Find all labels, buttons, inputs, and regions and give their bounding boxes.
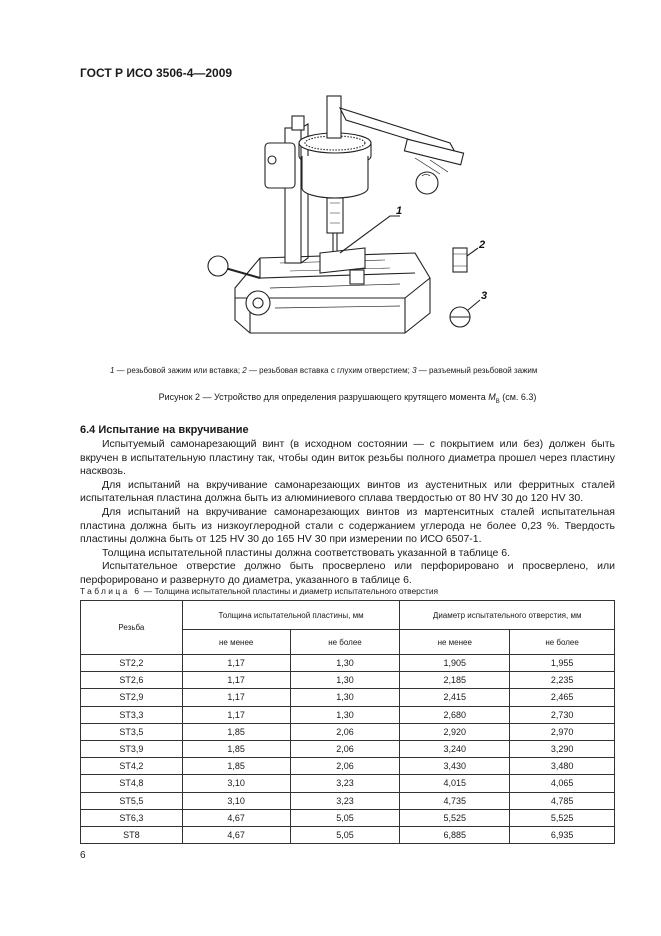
table-row <box>81 672 615 689</box>
table-row <box>81 809 615 826</box>
cell-diameter-max: 3,480 <box>510 758 615 775</box>
legend-text-3: — разъемный резьбовой зажим <box>416 366 538 375</box>
figure-callout-3: 3 <box>481 290 488 302</box>
cell-thickness-min: 1,17 <box>182 689 290 706</box>
cell-thickness-max: 2,06 <box>290 740 400 757</box>
legend-num-2: 2 <box>242 366 247 375</box>
legend-num-3: 3 <box>412 366 417 375</box>
cell-diameter-max: 1,955 <box>510 655 615 672</box>
cell-thread: ST4,2 <box>81 758 183 775</box>
cell-diameter-min: 3,240 <box>400 740 510 757</box>
table-row <box>81 758 615 775</box>
cell-diameter-max: 3,290 <box>510 740 615 757</box>
table-caption <box>80 586 438 596</box>
cell-diameter-max: 2,235 <box>510 672 615 689</box>
cell-thread: ST4,8 <box>81 775 183 792</box>
table-row <box>81 655 615 672</box>
table-row <box>81 792 615 809</box>
cell-thickness-min: 4,67 <box>182 826 290 843</box>
figure-callout-2: 2 <box>479 239 486 251</box>
cell-diameter-max: 2,970 <box>510 723 615 740</box>
cell-thickness-min: 3,10 <box>182 792 290 809</box>
cell-diameter-min: 2,680 <box>400 706 510 723</box>
cell-diameter-max: 2,465 <box>510 689 615 706</box>
figure-caption-prefix: Рисунок 2 — Устройство для определения разрушающего крутящего момента <box>158 392 489 402</box>
cell-thickness-max: 1,30 <box>290 672 400 689</box>
cell-diameter-min: 2,920 <box>400 723 510 740</box>
cell-thread: ST3,5 <box>81 723 183 740</box>
cell-thickness-min: 1,85 <box>182 740 290 757</box>
cell-diameter-max: 4,785 <box>510 792 615 809</box>
col-header-thickness-min: не менее <box>182 630 290 655</box>
legend-num-1: 1 <box>110 366 115 375</box>
table-row <box>81 775 615 792</box>
cell-diameter-min: 6,885 <box>400 826 510 843</box>
cell-thickness-max: 3,23 <box>290 792 400 809</box>
body-text <box>80 438 615 588</box>
cell-thickness-max: 2,06 <box>290 758 400 775</box>
cell-diameter-max: 2,730 <box>510 706 615 723</box>
cell-thickness-max: 1,30 <box>290 689 400 706</box>
table-row <box>81 706 615 723</box>
cell-thickness-min: 1,17 <box>182 706 290 723</box>
table-row <box>81 723 615 740</box>
cell-diameter-min: 2,185 <box>400 672 510 689</box>
cell-thickness-min: 1,17 <box>182 655 290 672</box>
col-group-diameter: Диаметр испытательного отверстия, мм <box>400 601 615 630</box>
cell-diameter-max: 5,525 <box>510 809 615 826</box>
legend-text-1: — резьбовой зажим или вставка; <box>114 366 243 375</box>
col-header-diameter-min: не менее <box>400 630 510 655</box>
cell-diameter-min: 4,735 <box>400 792 510 809</box>
table-row <box>81 740 615 757</box>
figure-caption <box>80 392 615 405</box>
figure-caption-suffix: (см. 6.3) <box>499 392 537 402</box>
cell-thread: ST2,6 <box>81 672 183 689</box>
cell-diameter-min: 3,430 <box>400 758 510 775</box>
cell-thickness-max: 3,23 <box>290 775 400 792</box>
cell-thread: ST6,3 <box>81 809 183 826</box>
cell-thickness-max: 2,06 <box>290 723 400 740</box>
cell-thickness-max: 5,05 <box>290 809 400 826</box>
paragraph-1: Испытуемый самонарезающий винт (в исходном состоянии — с покрытием или без) должен быть вкручен в испытательную пластину так, чтобы один виток резьбы полного диаметра прошел через пластину насквозь. <box>80 438 615 478</box>
table-caption-text: — Толщина испытательной пластины и диаметр испытательного отверстия <box>141 586 439 596</box>
cell-thickness-max: 5,05 <box>290 826 400 843</box>
paragraph-4: Толщина испытательной пластины должна соответствовать указанной в таблице 6. <box>102 546 511 559</box>
table-body <box>81 655 615 844</box>
cell-thickness-min: 4,67 <box>182 809 290 826</box>
col-header-thickness-max: не более <box>290 630 400 655</box>
cell-diameter-min: 4,015 <box>400 775 510 792</box>
page-number: 6 <box>80 850 86 861</box>
cell-thickness-min: 1,85 <box>182 723 290 740</box>
torque-test-device-drawing <box>200 88 510 356</box>
cell-thickness-max: 1,30 <box>290 706 400 723</box>
legend-text-2: — резьбовая вставка с глухим отверстием; <box>246 366 413 375</box>
thickness-diameter-table <box>80 600 615 844</box>
cell-thread: ST8 <box>81 826 183 843</box>
cell-diameter-min: 5,525 <box>400 809 510 826</box>
table-caption-label: Таблица 6 <box>80 586 142 596</box>
paragraph-5: Испытательное отверстие должно быть просверлено или перфорировано и просверлено, или перфорировано и развернуто до диаметра, указанного в таблице 6. <box>80 560 615 586</box>
cell-thickness-min: 3,10 <box>182 775 290 792</box>
cell-thread: ST3,9 <box>81 740 183 757</box>
figure-caption-subscript: B <box>495 398 500 405</box>
cell-diameter-min: 2,415 <box>400 689 510 706</box>
figure-caption-symbol: M <box>488 392 496 402</box>
document-header: ГОСТ Р ИСО 3506-4—2009 <box>80 66 233 80</box>
cell-diameter-max: 6,935 <box>510 826 615 843</box>
cell-diameter-max: 4,065 <box>510 775 615 792</box>
col-header-diameter-max: не более <box>510 630 615 655</box>
paragraph-2: Для испытаний на вкручивание самонарезающих винтов из аустенитных или ферритных сталей испытательная пластина должна быть из алюминиевого сплава твердостью от 80 HV 30 до 120 HV 30. <box>80 478 615 505</box>
cell-thread: ST3,3 <box>81 706 183 723</box>
cell-diameter-min: 1,905 <box>400 655 510 672</box>
cell-thread: ST2,9 <box>81 689 183 706</box>
paragraph-3: Для испытаний на вкручивание самонарезающих винтов из мартенситных сталей испытательная пластина должна быть из низкоуглеродной стали с содержанием углерода не более 0,23 %. Твердость пластины должна быть от 125 HV 30 до 165 HV 30 при измерении по ИСО 6507-1. <box>80 505 615 546</box>
cell-thickness-max: 1,30 <box>290 655 400 672</box>
cell-thickness-min: 1,85 <box>182 758 290 775</box>
col-group-thickness: Толщина испытательной пластины, мм <box>182 601 400 630</box>
figure-callout-1: 1 <box>396 205 403 217</box>
cell-thread: ST2,2 <box>81 655 183 672</box>
cell-thread: ST5,5 <box>81 792 183 809</box>
col-header-thread: Резьба <box>81 601 183 655</box>
table-row <box>81 689 615 706</box>
cell-thickness-min: 1,17 <box>182 672 290 689</box>
section-title: 6.4 Испытание на вкручивание <box>80 424 249 436</box>
table-row <box>81 826 615 843</box>
figure-legend <box>110 366 600 375</box>
